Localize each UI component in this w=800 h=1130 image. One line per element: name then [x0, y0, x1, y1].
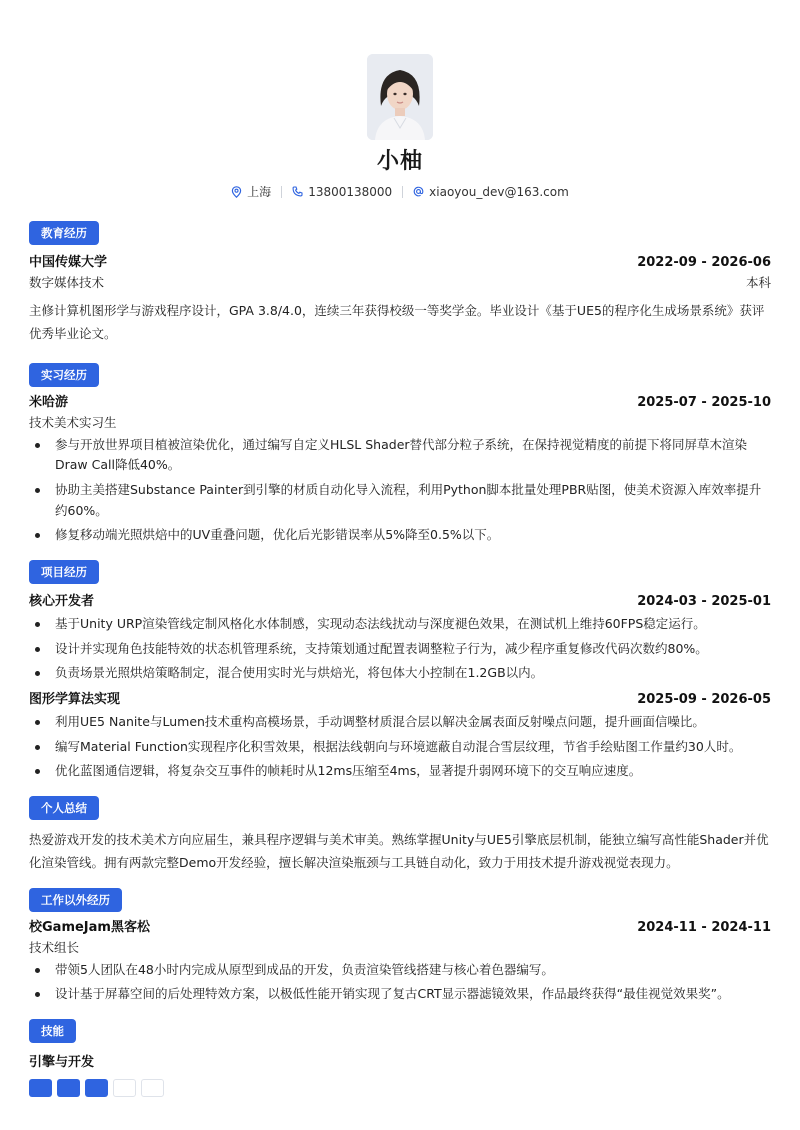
- education-date: 2022-09 - 2026-06: [637, 255, 771, 271]
- at-sign-icon: [413, 186, 424, 197]
- skill-group-title: 引擎与开发: [29, 1055, 95, 1071]
- resume-header: [29, 0, 771, 201]
- location-text: 上海: [247, 184, 272, 199]
- contact-location: [221, 183, 281, 202]
- skill-level-segment: [141, 1079, 164, 1097]
- project-entry: [29, 690, 771, 782]
- education-entry: [29, 253, 771, 345]
- section-tag-extra: 工作以外经历: [29, 888, 122, 912]
- education-section: [29, 221, 771, 345]
- extra-bullets: [29, 960, 771, 1005]
- internship-date: 2025-07 - 2025-10: [637, 395, 771, 411]
- extra-entry: [29, 918, 771, 1005]
- extra-role: 技术组长: [29, 940, 80, 956]
- summary-section: [29, 796, 771, 874]
- project-bullets: [29, 712, 771, 782]
- section-tag-summary: 个人总结: [29, 796, 99, 820]
- list-item: 优化蓝图通信逻辑，将复杂交互事件的帧耗时从12ms压缩至4ms，显著提升弱网环境下的交互响应速度。: [29, 761, 771, 782]
- profile-photo: [367, 54, 433, 140]
- extra-date: 2024-11 - 2024-11: [637, 920, 771, 936]
- list-item: 设计并实现角色技能特效的状态机管理系统，支持策划通过配置表调整粒子行为，减少程序重复修改代码次数约80%。: [29, 639, 771, 660]
- degree: 本科: [745, 275, 771, 291]
- education-heading-row: [29, 253, 771, 273]
- contact-email: [403, 183, 579, 202]
- project-name: 核心开发者: [29, 593, 95, 609]
- major: 数字媒体技术: [29, 275, 105, 291]
- list-item: 编写Material Function实现程序化积雪效果，根据法线朝向与环境遮蔽自动混合雪层纹理，节省手绘贴图工作量约30人时。: [29, 737, 771, 758]
- internship-heading-row: [29, 393, 771, 413]
- project-date: 2025-09 - 2026-05: [637, 691, 771, 707]
- extra-heading-row: [29, 918, 771, 938]
- section-tag-projects: 项目经历: [29, 560, 99, 584]
- internship-role: 技术美术实习生: [29, 415, 117, 431]
- list-item: 基于Unity URP渲染管线定制风格化水体制感，实现动态法线扰动与深度褪色效果，在测试机上维持60FPS稳定运行。: [29, 614, 771, 635]
- extra-org-name: 校GameJam黑客松: [29, 920, 150, 936]
- internship-entry: [29, 393, 771, 546]
- internship-bullets: [29, 435, 771, 546]
- section-tag-education: 教育经历: [29, 221, 99, 245]
- list-item: 协助主美搭建Substance Painter到引擎的材质自动化导入流程，利用Python脚本批量处理PBR贴图，使美术资源入库效率提升约60%。: [29, 480, 771, 521]
- list-item: 设计基于屏幕空间的后处理特效方案，以极低性能开销实现了复古CRT显示器滤镜效果，作品最终获得“最佳视觉效果奖”。: [29, 984, 771, 1005]
- extra-section: [29, 888, 771, 1005]
- company-name: 米哈游: [29, 395, 69, 411]
- skill-level-segment: [113, 1079, 136, 1097]
- project-entry: [29, 592, 771, 684]
- phone-text: 13800138000: [308, 184, 393, 199]
- internship-section: [29, 363, 771, 546]
- list-item: 修复移动端光照烘焙中的UV重叠问题，优化后光影错误率从5%降至0.5%以下。: [29, 525, 771, 546]
- phone-icon: [292, 186, 303, 197]
- candidate-name: 小柚: [376, 149, 423, 174]
- skill-level-segment: [29, 1079, 52, 1097]
- section-tag-internship: 实习经历: [29, 363, 99, 387]
- portrait-image: [367, 54, 433, 140]
- skills-section: [29, 1019, 771, 1097]
- skill-level-segment: [85, 1079, 108, 1097]
- skill-group: [29, 1053, 771, 1097]
- education-description: 主修计算机图形学与游戏程序设计，GPA 3.8/4.0，连续三年获得校级一等奖学金。毕业设计《基于UE5的程序化生成场景系统》获评优秀毕业论文。: [29, 302, 765, 341]
- school-name: 中国传媒大学: [29, 255, 108, 271]
- project-date: 2024-03 - 2025-01: [637, 593, 771, 609]
- contact-bar: [29, 183, 771, 202]
- email-text: xiaoyou_dev@163.com: [429, 184, 569, 199]
- summary-text: 热爱游戏开发的技术美术方向应届生，兼具程序逻辑与美术审美。熟练掌握Unity与UE5引擎底层机制，能独立编写高性能Shader并优化渲染管线。拥有两款完整Demo开发经验，擅长解决渲染瓶颈与工具链自动化，致力于用技术提升游戏视觉表现力。: [29, 832, 769, 871]
- list-item: 参与开放世界项目植被渲染优化，通过编写自定义HLSL Shader替代部分粒子系统，在保持视觉精度的前提下将同屏草木渲染Draw Call降低40%。: [29, 435, 771, 476]
- project-heading-row: [29, 592, 771, 612]
- list-item: 带领5人团队在48小时内完成从原型到成品的开发，负责渲染管线搭建与核心着色器编写。: [29, 960, 771, 981]
- contact-phone: [282, 183, 402, 202]
- location-pin-icon: [231, 186, 242, 198]
- section-tag-skills: 技能: [29, 1019, 76, 1043]
- project-heading-row: [29, 690, 771, 710]
- skill-level-indicator: [29, 1079, 771, 1097]
- skill-level-segment: [57, 1079, 80, 1097]
- list-item: 负责场景光照烘焙策略制定，混合使用实时光与烘焙光，将包体大小控制在1.2GB以内。: [29, 663, 771, 684]
- project-name: 图形学算法实现: [29, 691, 121, 707]
- list-item: 利用UE5 Nanite与Lumen技术重构高模场景，手动调整材质混合层以解决金属表面反射噪点问题，提升画面信噪比。: [29, 712, 771, 733]
- education-subheading-row: [29, 273, 771, 292]
- projects-section: [29, 560, 771, 782]
- project-bullets: [29, 614, 771, 684]
